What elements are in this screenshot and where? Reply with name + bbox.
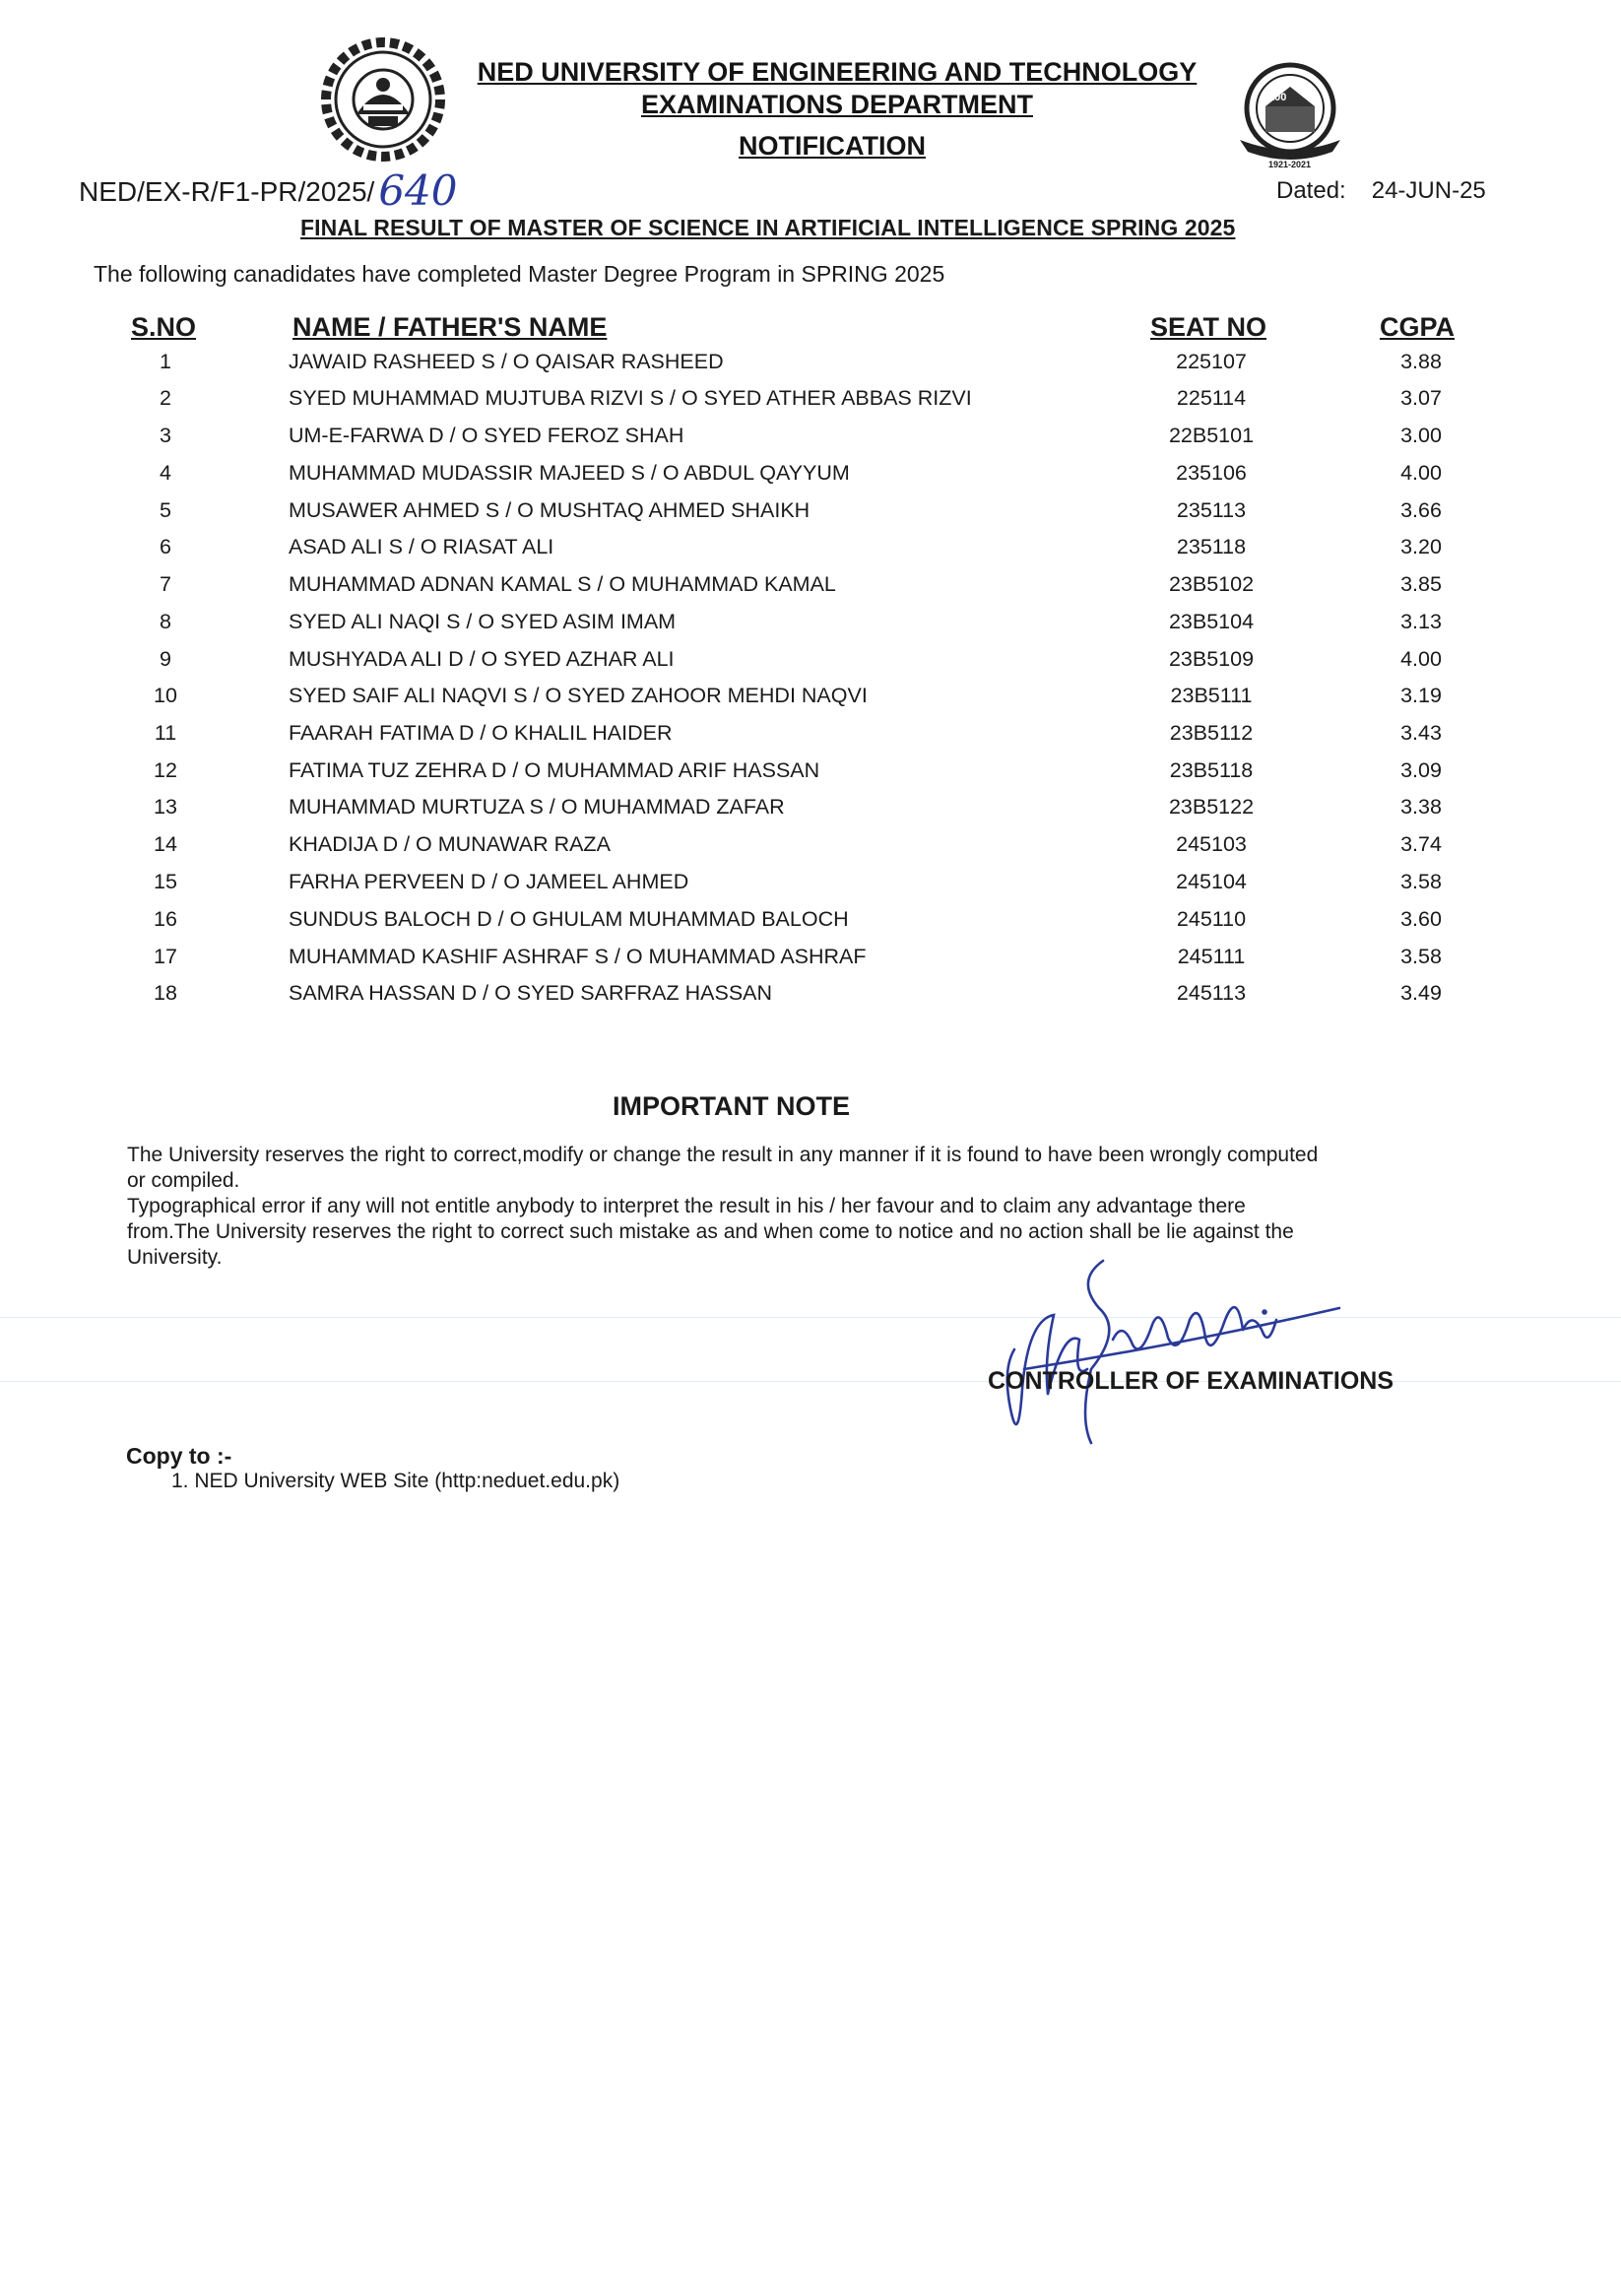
- row-name: FATIMA TUZ ZEHRA D / O MUHAMMAD ARIF HASSAN: [289, 758, 820, 782]
- row-cgpa: 3.85: [1400, 572, 1442, 596]
- row-sno: 1: [160, 350, 171, 373]
- reference-number: [79, 163, 458, 215]
- row-sno: 13: [154, 795, 177, 819]
- table-row: [0, 572, 1621, 609]
- table-row: [0, 758, 1621, 795]
- row-seat-no: 245110: [1176, 907, 1247, 931]
- row-name: SYED MUHAMMAD MUJTUBA RIZVI S / O SYED ATHER ABBAS RIZVI: [289, 386, 972, 410]
- column-header-name: NAME / FATHER'S NAME: [292, 312, 608, 342]
- row-cgpa: 3.60: [1400, 907, 1442, 931]
- row-sno: 9: [160, 647, 171, 671]
- row-seat-no: 23B5118: [1169, 758, 1254, 782]
- table-row: [0, 981, 1621, 1017]
- notification-heading: NOTIFICATION: [739, 131, 926, 161]
- table-row: [0, 535, 1621, 571]
- row-sno: 8: [160, 610, 171, 633]
- row-name: FARHA PERVEEN D / O JAMEEL AHMED: [289, 870, 689, 893]
- row-seat-no: 23B5112: [1169, 721, 1254, 745]
- row-name: MUHAMMAD MURTUZA S / O MUHAMMAD ZAFAR: [289, 795, 785, 819]
- row-sno: 4: [160, 461, 171, 485]
- reference-prefix: NED/EX-R/F1-PR/2025/: [79, 176, 375, 207]
- signature-icon: [985, 1221, 1359, 1448]
- row-sno: 14: [154, 832, 177, 856]
- row-seat-no: 23B5102: [1168, 572, 1255, 596]
- row-name: UM-E-FARWA D / O SYED FEROZ SHAH: [289, 424, 684, 447]
- note-paragraph-1: The University reserves the right to correct,modify or change the result in any manner if it is found to have been wrongly computed or compiled.: [127, 1144, 1319, 1192]
- table-row: [0, 647, 1621, 684]
- row-seat-no: 235118: [1176, 535, 1247, 558]
- row-name: MUSHYADA ALI D / O SYED AZHAR ALI: [289, 647, 675, 671]
- row-name: MUSAWER AHMED S / O MUSHTAQ AHMED SHAIKH: [289, 498, 810, 522]
- row-cgpa: 3.19: [1400, 684, 1442, 707]
- table-row: [0, 684, 1621, 720]
- department-name: EXAMINATIONS DEPARTMENT: [641, 90, 1033, 119]
- row-seat-no: 245104: [1176, 870, 1247, 893]
- row-sno: 6: [160, 535, 171, 558]
- row-name: MUHAMMAD KASHIF ASHRAF S / O MUHAMMAD ASHRAF: [289, 945, 867, 968]
- row-seat-no: 22B5101: [1168, 424, 1255, 447]
- table-row: [0, 795, 1621, 831]
- row-sno: 10: [154, 684, 177, 707]
- row-name: KHADIJA D / O MUNAWAR RAZA: [289, 832, 611, 856]
- row-seat-no: 235106: [1176, 461, 1247, 485]
- university-name: NED UNIVERSITY OF ENGINEERING AND TECHNOLOGY: [477, 57, 1198, 87]
- row-sno: 11: [154, 721, 177, 745]
- column-header-sno: S.NO: [131, 312, 197, 342]
- copy-to-label: Copy to :-: [126, 1443, 232, 1469]
- copy-to-item: 1. NED University WEB Site (http:neduet.edu.pk): [171, 1470, 620, 1492]
- row-cgpa: 3.74: [1400, 832, 1442, 856]
- date-label: Dated:: [1276, 177, 1346, 204]
- table-row: [0, 721, 1621, 757]
- row-seat-no: 23B5104: [1168, 610, 1255, 633]
- row-seat-no: 245103: [1176, 832, 1247, 856]
- controller-title: CONTROLLER OF EXAMINATIONS: [988, 1367, 1394, 1395]
- row-seat-no: 23B5109: [1168, 647, 1255, 671]
- row-name: SYED SAIF ALI NAQVI S / O SYED ZAHOOR MEHDI NAQVI: [289, 684, 868, 707]
- row-sno: 7: [160, 572, 171, 596]
- row-name: SYED ALI NAQI S / O SYED ASIM IMAM: [289, 610, 677, 633]
- row-seat-no: 225114: [1176, 386, 1247, 410]
- row-seat-no: 245113: [1176, 981, 1247, 1005]
- table-row: [0, 498, 1621, 535]
- row-seat-no: 235113: [1176, 498, 1247, 522]
- reference-handwritten: 640: [378, 166, 458, 215]
- row-name: JAWAID RASHEED S / O QAISAR RASHEED: [289, 350, 724, 373]
- row-sno: 17: [154, 945, 177, 968]
- row-sno: 5: [160, 498, 171, 522]
- table-row: [0, 907, 1621, 944]
- row-cgpa: 3.13: [1400, 610, 1442, 633]
- row-sno: 12: [154, 758, 177, 782]
- table-row: [0, 870, 1621, 906]
- row-name: ASAD ALI S / O RIASAT ALI: [289, 535, 554, 558]
- row-cgpa: 3.09: [1400, 758, 1442, 782]
- scan-line: [0, 1317, 1621, 1318]
- row-sno: 3: [160, 424, 171, 447]
- row-cgpa: 3.88: [1400, 350, 1442, 373]
- intro-text: The following canadidates have completed Master Degree Program in SPRING 2025: [94, 261, 945, 287]
- row-cgpa: 3.49: [1400, 981, 1442, 1005]
- row-sno: 16: [154, 907, 177, 931]
- row-cgpa: 4.00: [1400, 461, 1442, 485]
- table-row: [0, 386, 1621, 423]
- row-name: MUHAMMAD MUDASSIR MAJEED S / O ABDUL QAYYUM: [289, 461, 850, 485]
- table-row: [0, 461, 1621, 497]
- date-line: [1276, 177, 1486, 205]
- row-sno: 15: [154, 870, 177, 893]
- column-header-seat: SEAT NO: [1150, 312, 1267, 342]
- result-title: FINAL RESULT OF MASTER OF SCIENCE IN ARTIFICIAL INTELLIGENCE SPRING 2025: [300, 215, 1236, 240]
- table-row: [0, 945, 1621, 981]
- table-row: [0, 610, 1621, 646]
- row-seat-no: 23B5122: [1168, 795, 1255, 819]
- row-sno: 2: [160, 386, 171, 410]
- seal-years: 1921-2021: [1268, 160, 1312, 169]
- row-seat-no: 23B5111: [1170, 684, 1253, 707]
- note-title: IMPORTANT NOTE: [613, 1091, 850, 1121]
- row-sno: 18: [154, 981, 177, 1005]
- note-paragraph-2: Typographical error if any will not entitle anybody to interpret the result in his / her favour and to claim any advantage there from.The University reserves the right to correct such mistake as and when come to notice and no action shall be lie against the University.: [127, 1195, 1294, 1269]
- row-cgpa: 3.66: [1400, 498, 1442, 522]
- row-name: SAMRA HASSAN D / O SYED SARFRAZ HASSAN: [289, 981, 773, 1005]
- date-value: 24-JUN-25: [1371, 177, 1486, 204]
- row-cgpa: 3.07: [1400, 386, 1442, 410]
- seal-jubilee-number: 100: [1268, 92, 1287, 103]
- column-header-cgpa: CGPA: [1380, 312, 1456, 342]
- table-row: [0, 832, 1621, 869]
- row-cgpa: 3.43: [1400, 721, 1442, 745]
- row-cgpa: 3.20: [1400, 535, 1442, 558]
- row-name: FAARAH FATIMA D / O KHALIL HAIDER: [289, 721, 673, 745]
- table-row: [0, 424, 1621, 460]
- controller-signature: [985, 1221, 1359, 1453]
- row-cgpa: 3.00: [1400, 424, 1442, 447]
- row-seat-no: 245111: [1177, 945, 1246, 968]
- row-name: MUHAMMAD ADNAN KAMAL S / O MUHAMMAD KAMAL: [289, 572, 836, 596]
- row-cgpa: 3.38: [1400, 795, 1442, 819]
- row-cgpa: 3.58: [1400, 870, 1442, 893]
- row-name: SUNDUS BALOCH D / O GHULAM MUHAMMAD BALOCH: [289, 907, 849, 931]
- row-cgpa: 3.58: [1400, 945, 1442, 968]
- table-row: [0, 350, 1621, 386]
- row-cgpa: 4.00: [1400, 647, 1442, 671]
- row-seat-no: 225107: [1176, 350, 1247, 373]
